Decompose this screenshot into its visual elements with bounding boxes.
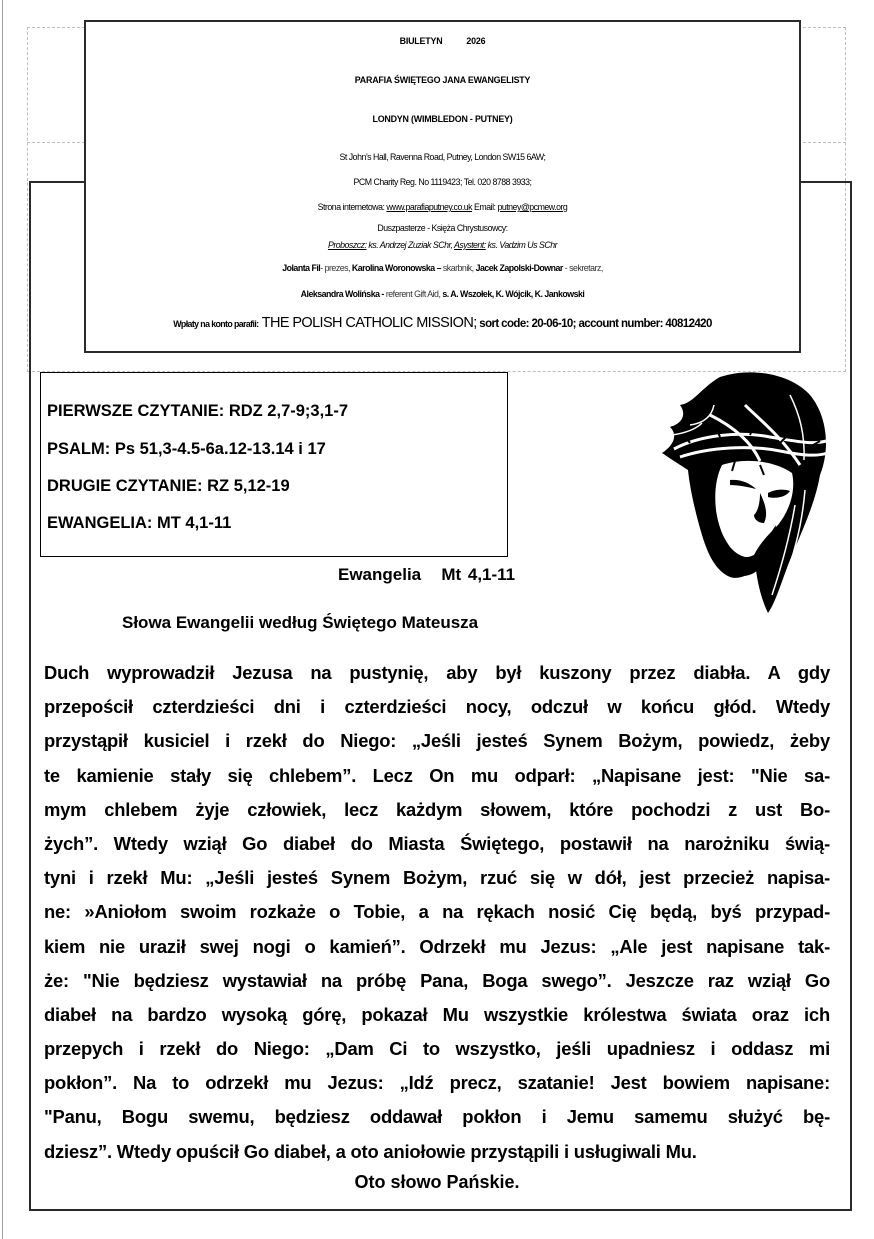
gospel-line: kiem nie uraził swej nogi o kamień”. Odrzekł mu Jezus: „Ale jest napisane tak- [44, 935, 830, 957]
gospel-line: że: "Nie będziesz wystawiał na próbę Pana, Boga swego”. Jeszcze raz wziął Go [44, 969, 830, 991]
council-member-name: Jacek Zapolski-Downar [475, 263, 563, 273]
payment-line [86, 315, 799, 331]
contact-line [86, 202, 799, 212]
council-member-name: Karolina Woronowska – [351, 263, 441, 273]
gospel-line: przepościł czterdzieści dni i czterdzieści nocy, odczuł w końcu głód. Wtedy [44, 696, 830, 718]
payments-details: sort code: 20-06-10; account number: 40812420 [476, 318, 712, 330]
council-member-name: Jolanta Fil [282, 263, 321, 273]
email-link[interactable]: putney@pcmew.org [497, 202, 568, 212]
parish-location: LONDYN (WIMBLEDON - PUTNEY) [372, 114, 513, 124]
gospel-line: dziesz”. Wtedy opuścił Go diabeł, a oto aniołowie przystąpili i usługiwali Mu. [44, 1140, 697, 1162]
charity-and-phone: PCM Charity Reg. No 1119423; Tel. 020 8788 3933; [353, 177, 532, 187]
gospel-line: diabeł na bardzo wysoką górę, pokazał Mu wszystkie królestwa świata oraz ich [44, 1003, 830, 1025]
bulletin-label: BIULETYN [399, 36, 443, 46]
website-label: Strona internetowa: [317, 202, 385, 212]
gospel-title-word: Ewangelia [338, 565, 422, 584]
gospel-line: mym chlebem żyje człowiek, lecz każdym słowem, które pochodzi z ust Bo- [44, 798, 830, 820]
assistant-name: ks. Vadzim Us SChr [485, 240, 558, 250]
council-line-1 [86, 263, 799, 273]
parish-priest-label: Proboszcz: [327, 240, 367, 250]
gospel-line: "Panu, Bogu swemu, będziesz oddawał pokłon i Jemu samemu służyć bę- [44, 1106, 830, 1128]
council-member-role: - sekretarz, [562, 263, 603, 273]
gospel-title [338, 565, 515, 585]
council-member-role: referent Gift Aid, [383, 289, 443, 299]
gospel-line: pokłon”. Na to odrzekł mu Jezus: „Idź precz, szatanie! Jest bowiem napisane: [44, 1072, 830, 1094]
council-member-name: Aleksandra Wolińska - [300, 289, 384, 299]
gospel-subtitle: Słowa Ewangelii według Świętego Mateusza [122, 613, 479, 632]
website-link[interactable]: www.parafiaputney.co.uk [386, 202, 473, 212]
christ-crown-of-thorns-illustration-icon [650, 365, 840, 615]
pastors-heading: Duszpasterze - Księża Chrystusowcy: [377, 223, 508, 233]
gospel-line: tyni i rzekł Mu: „Jeśli jesteś Synem Bożym, rzuć się w dół, jest przecież napisa- [44, 867, 830, 889]
gospel-line: przepych i rzekł do Niego: „Dam Ci to wszystko, jeśli upadniesz i oddasz mi [44, 1038, 830, 1060]
gospel-line: te kamienie stały się chlebem”. Lecz On mu odparł: „Napisane jest: "Nie sa- [44, 764, 830, 786]
header-box [84, 20, 801, 353]
reading-psalm: PSALM: Ps 51,3-4.5-6a.12-13.14 i 17 [47, 440, 326, 458]
parish-address: St John’s Hall, Ravenna Road, Putney, London SW15 6AW; [339, 152, 546, 162]
parish-priest-name: ks. Andrzej Zuziak SChr [366, 240, 451, 250]
assistant-label: Asystent: [454, 240, 486, 250]
readings-box [40, 372, 508, 557]
gospel-title-ref: Mt 4,1-11 [441, 565, 516, 584]
page-edge-line [2, 0, 3, 1239]
gospel-line: Duch wyprowadził Jezusa na pustynię, aby był kuszony przez diabła. A gdy [44, 662, 830, 683]
parish-name: PARAFIA ŚWIĘTEGO JANA EWANGELISTY [354, 75, 531, 85]
email-label: Email: [474, 202, 496, 212]
reading-first: PIERWSZE CZYTANIE: RDZ 2,7-9;3,1-7 [47, 402, 349, 420]
gospel-line: żych”. Wtedy wziął Go diabeł do Miasta Świętego, postawił na narożniku świą- [44, 832, 830, 854]
bulletin-title [86, 36, 799, 46]
council-others: s. A. Wszołek, K. Wójcik, K. Jankowski [442, 289, 585, 299]
gospel-text [44, 656, 830, 1169]
reading-second: DRUGIE CZYTANIE: RZ 5,12-19 [47, 477, 290, 495]
gospel-line: ne: »Aniołom swoim rozkaże o Tobie, a na rękach nosić Cię będą, byś przypad- [44, 901, 830, 923]
council-member-role: skarbnik, [440, 263, 476, 273]
payments-label: Wpłaty na konto parafii: [173, 319, 259, 329]
payments-account-name: THE POLISH CATHOLIC MISSION; [258, 315, 477, 331]
council-member-role: - prezes, [320, 263, 352, 273]
reading-gospel: EWANGELIA: MT 4,1-11 [47, 514, 232, 532]
gospel-closing: Oto słowo Pańskie. [354, 1172, 520, 1192]
council-line-2 [86, 289, 799, 299]
clergy-line: Proboszcz: ks. Andrzej Zuziak SChr, Asystent: ks. Vadzim Us SChr [327, 240, 558, 250]
bulletin-year: 2026 [466, 36, 486, 46]
gospel-line: przystąpił kusiciel i rzekł do Niego: „Jeśli jesteś Synem Bożym, powiedz, żeby [44, 730, 830, 752]
